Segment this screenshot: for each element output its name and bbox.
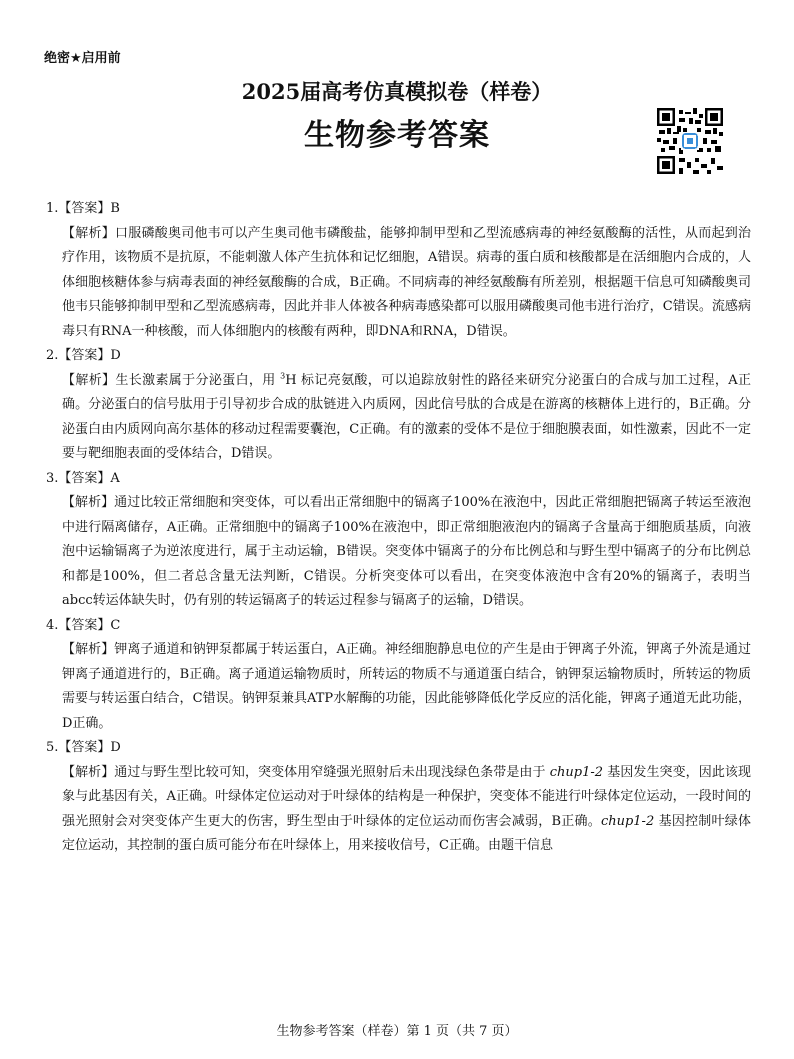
question-2-answer <box>46 344 751 369</box>
explanation-tag: 【解析】 <box>62 225 116 241</box>
explanation-text: 钾离子通道和钠钾泵都属于转运蛋白，A正确。神经细胞静息电位的产生是由于钾离子外流，钾离子外流是通过钾离子通道进行的，B正确。离子通道运输物质时，所转运的物质不与通道蛋白结合，钠钾泵运输物质时，所转运的物质需要与转运蛋白结合，C错误。钠钾泵兼具ATP水解酶的功能，因此能够降低化学反应的活化能，钾离子通道无此功能，D正确。 <box>62 642 751 731</box>
exam-title: 2025届高考仿真模拟卷（样卷） <box>241 79 553 104</box>
answer-value: C <box>110 617 121 633</box>
explanation-tag: 【解析】 <box>62 372 116 388</box>
answer-value: B <box>110 201 120 216</box>
answer-list <box>46 197 751 859</box>
question-number: 4. <box>46 617 59 633</box>
explanation-text-pre: 生长激素属于分泌蛋白，用 <box>115 372 281 388</box>
question-1-answer <box>46 197 751 222</box>
explanation-text: H 标记亮氨酸，可以追踪放射性的路径来研究分泌蛋白的合成与加工过程，A正确。分泌蛋白的信号肽用于引导初步合成的肽链进入内质网，因此信号肽的合成是在游离的核糖体上进行的，B正确。分泌蛋白由内质网向高尔基体的移动过程需要囊泡，C正确。有的激素的受体不是位于细胞膜表面，如性激素，因此不一定要与靶细胞表面的受体结合，D错误。 <box>62 372 751 461</box>
question-number: 3. <box>46 470 59 486</box>
answer-tag: 【答案】 <box>58 201 111 216</box>
explanation-tag: 【解析】 <box>62 495 115 510</box>
explanation-text: 口服磷酸奥司他韦可以产生奥司他韦磷酸盐，能够抑制甲型和乙型流感病毒的神经氨酸酶的活性，从而起到治疗作用，该物质不是抗原，不能刺激人体产生抗体和记忆细胞，A错误。病毒的蛋白质和核酸都是在活细胞内合成的，人体细胞核糖体参与病毒表面的神经氨酸酶的合成，B正确。不同病毒的神经氨酸酶有所差别，根据题干信息可知磷酸奥司他韦只能够抑制甲型和乙型流感病毒，因此并非人体被各种病毒感染都可以服用磷酸奥司他韦进行治疗，C错误。流感病毒只有RNA一种核酸，而人体细胞内的核酸有两种，即DNA和RNA，D错误。 <box>62 225 751 339</box>
isotope-superscript: 3 <box>280 371 286 381</box>
qr-code-icon <box>657 108 723 174</box>
answer-tag: 【答案】 <box>58 740 111 755</box>
explanation-tag: 【解析】 <box>62 642 115 657</box>
answer-value: D <box>110 740 121 755</box>
question-number: 2. <box>46 348 59 363</box>
answer-value: D <box>110 348 121 363</box>
explanation-text-b: 基因发生突变，因此该现象与此基因有关，A正确。叶绿体定位运动对于叶绿体的结构是一种保护，突变体不能进行叶绿体定位运动，一段时间的强光照射会对突变体产生更大的伤害，野生型由于叶绿体的定位运动而伤害会减弱，B正确。 <box>62 764 751 829</box>
question-4-explanation <box>46 638 751 736</box>
page-title: 生物参考答案 <box>304 118 490 153</box>
answer-tag: 【答案】 <box>58 348 111 363</box>
question-5-explanation <box>46 761 751 859</box>
confidential-label: 绝密★启用前 <box>44 51 121 66</box>
question-number: 1. <box>46 201 59 216</box>
answer-tag: 【答案】 <box>58 617 111 633</box>
explanation-text-a: 通过与野生型比较可知，突变体用窄缝强光照射后未出现浅绿色条带是由于 <box>114 764 546 780</box>
question-2-explanation <box>46 369 751 467</box>
question-4-answer <box>46 614 751 639</box>
gene-name: chup1-2 <box>600 813 655 829</box>
explanation-text: 通过比较正常细胞和突变体，可以看出正常细胞中的镉离子100%在液泡中，因此正常细胞把镉离子转运至液泡中进行隔离储存，A正确。正常细胞中的镉离子100%在液泡中，即正常细胞液泡内的镉离子含量高于细胞质基质，向液泡中运输镉离子为逆浓度进行，属于主动运输，B错误。突变体中镉离子的分布比例总和与野生型中镉离子的分布比例总和都是100%，但二者总含量无法判断，C错误。分析突变体可以看出，在突变体液泡中含有20%的镉离子，表明当abcc转运体缺失时，仍有别的转运镉离子的转运过程参与镉离子的运输，D错误。 <box>62 495 751 608</box>
question-1-explanation <box>46 222 751 345</box>
explanation-text-c: 基因控制叶绿体定位运动，其控制的蛋白质可能分布在叶绿体上，用来接收信号，C正确。由题干信息 <box>62 813 751 853</box>
answer-tag: 【答案】 <box>58 470 111 486</box>
question-number: 5. <box>46 740 59 755</box>
question-5-answer <box>46 736 751 761</box>
question-3-explanation <box>46 491 751 614</box>
page-footer: 生物参考答案（样卷）第 1 页（共 7 页） <box>276 1024 518 1039</box>
gene-name: chup1-2 <box>549 764 604 780</box>
answer-value: A <box>110 470 120 486</box>
question-3-answer <box>46 467 751 492</box>
explanation-tag: 【解析】 <box>62 764 115 780</box>
